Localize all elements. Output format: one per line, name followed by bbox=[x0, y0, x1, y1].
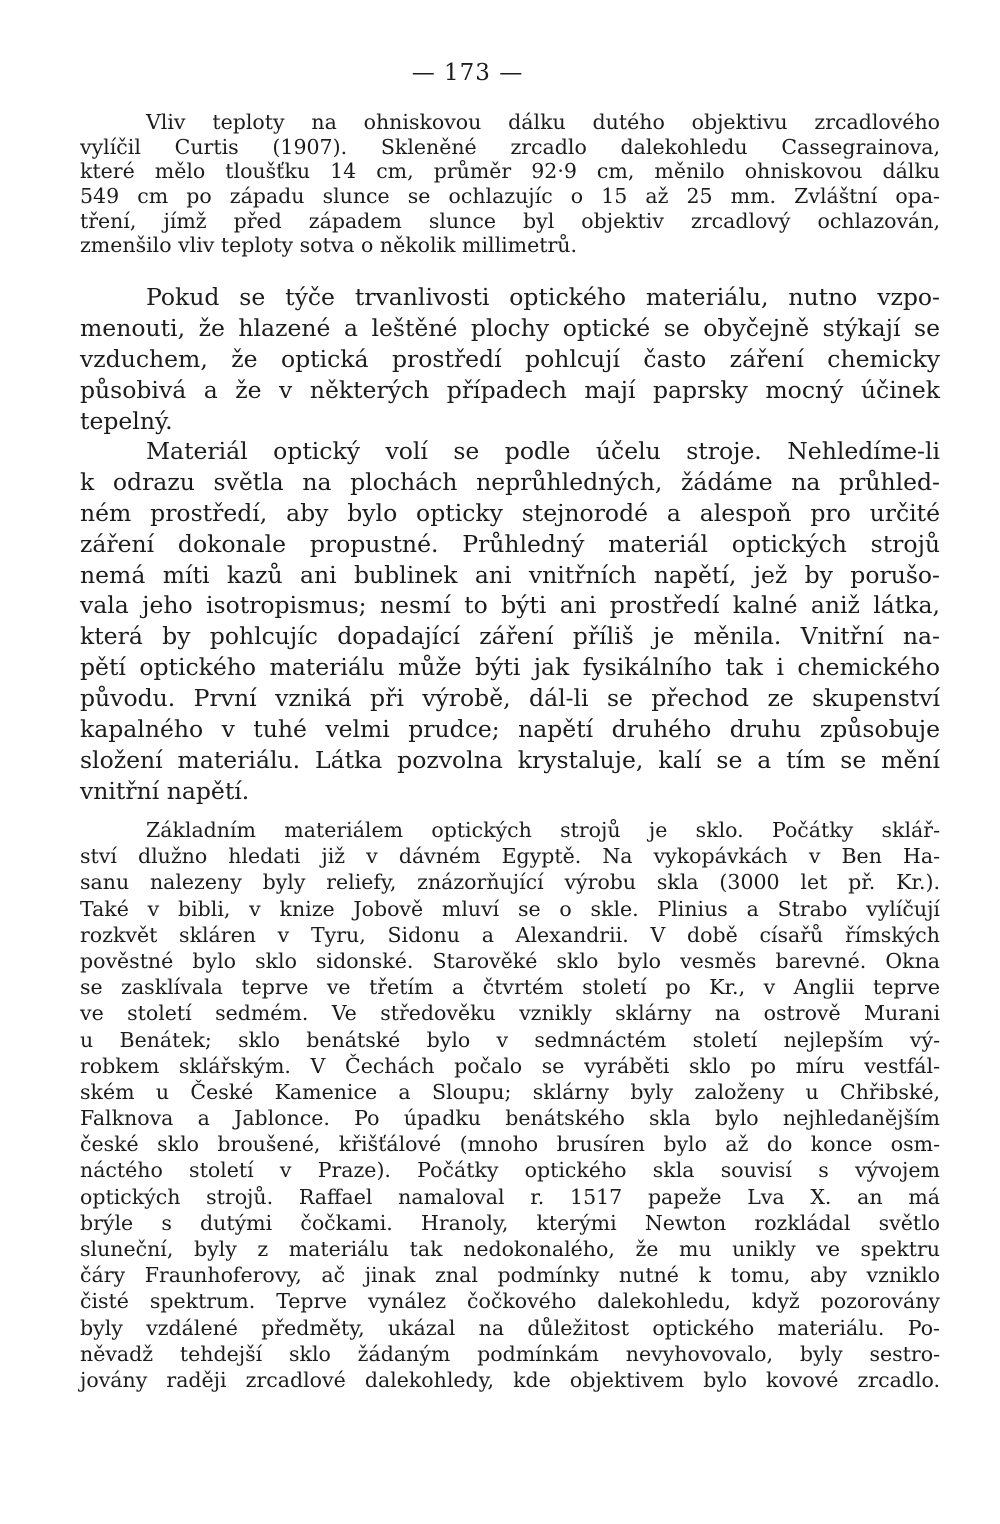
text-line: Pokud se týče trvanlivosti optického materiálu, nutno vzpo- bbox=[146, 283, 940, 311]
text-line: sanu nalezeny byly reliefy, znázorňující výrobu skla (3000 let př. Kr.). bbox=[80, 870, 940, 895]
text-line: vnitřní napětí. bbox=[80, 776, 250, 805]
text-line: české sklo broušené, křišťálové (mnoho brusíren bylo až do konce osm- bbox=[80, 1132, 940, 1157]
text-line: složení materiálu. Látka pozvolna krystaluje, kalí se a tím se mění bbox=[80, 745, 940, 774]
text-line: záření dokonale propustné. Průhledný materiál optických strojů bbox=[80, 529, 940, 558]
text-line: vala jeho isotropismus; nesmí to býti ani prostředí kalné aniž látka, bbox=[80, 591, 940, 620]
page-number: — 173 — bbox=[411, 60, 524, 86]
text-line: ském u České Kamenice a Sloupu; sklárny byly založeny u Chřibské, bbox=[80, 1079, 940, 1104]
text-line: byly vzdálené předměty, ukázal na důležitost optického materiálu. Po- bbox=[80, 1315, 940, 1340]
text-line: se zasklívala teprve ve třetím a čtvrtém století po Kr., v Anglii teprve bbox=[80, 975, 940, 1000]
text-line: vzduchem, že optická prostředí pohlcují často záření chemicky bbox=[80, 344, 940, 373]
text-line: čáry Fraunhoferovy, ač jinak znal podmínky nutné k tomu, aby vzniklo bbox=[80, 1263, 940, 1288]
text-line: tepelný. bbox=[80, 406, 173, 435]
text-line: ství dlužno hledati již v dávném Egyptě. Na vykopávkách v Ben Ha- bbox=[80, 844, 940, 869]
text-line: kapalného v tuhé velmi prudce; napětí druhého druhu způsobuje bbox=[80, 715, 940, 744]
text-line: sluneční, byly z materiálu tak nedokonalého, že mu unikly ve spektru bbox=[80, 1237, 940, 1261]
text-line: náctého století v Praze). Počátky optického skla souvisí s vývojem bbox=[80, 1158, 940, 1183]
text-line: k odrazu světla na plochách neprůhledných, žádáme na průhled- bbox=[80, 467, 940, 496]
text-line: optických strojů. Raffael namaloval r. 1517 papeže Lva X. an má bbox=[80, 1184, 940, 1209]
text-line: zmenšilo vliv teploty sotva o několik millimetrů. bbox=[80, 233, 578, 258]
text-line: rozkvět skláren v Tyru, Sidonu a Alexandrii. V době císařů římských bbox=[80, 922, 940, 947]
text-line: Základním materiálem optických strojů je sklo. Počátky sklář- bbox=[146, 818, 940, 842]
text-line: působivá a že v některých případech mají paprsky mocný účinek bbox=[80, 375, 940, 404]
text-line: Falknova a Jablonce. Po úpadku benátského skla bylo nejhledanějším bbox=[80, 1106, 940, 1131]
text-line: něvadž tehdejší sklo žádaným podmínkám nevyhovovalo, byly sestro- bbox=[80, 1341, 940, 1366]
text-line: menouti, že hlazené a leštěné plochy optické se obyčejně stýkají se bbox=[80, 313, 940, 342]
paragraph-2 bbox=[80, 282, 940, 436]
text-line: čisté spektrum. Teprve vynález čočkového dalekohledu, když pozorovány bbox=[80, 1289, 940, 1314]
text-line: která by pohlcujíc dopadající záření příliš je měnila. Vnitřní na- bbox=[80, 622, 940, 651]
text-line: Také v bibli, v knize Jobově mluví se o skle. Plinius a Strabo vylíčují bbox=[80, 896, 940, 921]
paragraph-1 bbox=[80, 110, 940, 258]
text-line: ve století sedmém. Ve středověku vznikly sklárny na ostrově Murani bbox=[80, 1001, 940, 1026]
text-line: u Benátek; sklo benátské bylo v sedmnáctém století nejlepším vý- bbox=[80, 1027, 940, 1052]
paragraph-3 bbox=[80, 436, 940, 807]
paragraph-4 bbox=[80, 817, 940, 1393]
text-line: tření, jímž před západem slunce byl objektiv zrcadlový ochlazován, bbox=[80, 208, 940, 233]
text-line: Vliv teploty na ohniskovou dálku dutého objektivu zrcadlového bbox=[146, 110, 940, 134]
text-line: brýle s dutými čočkami. Hranoly, kterými Newton rozkládal světlo bbox=[80, 1210, 940, 1235]
text-line: nemá míti kazů ani bublinek ani vnitřních napětí, jež by porušo- bbox=[80, 560, 940, 589]
text-line: původu. První vzniká při výrobě, dál-li se přechod ze skupenství bbox=[80, 684, 940, 713]
text-line: Materiál optický volí se podle účelu stroje. Nehledíme-li bbox=[146, 437, 940, 465]
text-line: ném prostředí, aby bylo opticky stejnorodé a alespoň pro určité bbox=[80, 498, 940, 527]
text-line: vylíčil Curtis (1907). Skleněné zrcadlo dalekohledu Cassegrainova, bbox=[80, 134, 940, 159]
text-line: pověstné bylo sklo sidonské. Starověké sklo bylo vesměs barevné. Okna bbox=[80, 948, 940, 973]
text-line: které mělo tloušťku 14 cm, průměr 92·9 cm, měnilo ohniskovou dálku bbox=[80, 159, 940, 184]
text-line: 549 cm po západu slunce se ochlazujíc o 15 až 25 mm. Zvláštní opa- bbox=[80, 184, 940, 209]
text-line: robkem sklářským. V Čechách počalo se vyráběti sklo po míru vestfál- bbox=[80, 1053, 940, 1078]
text-line: pětí optického materiálu může býti jak fysikálního tak i chemického bbox=[80, 653, 940, 682]
text-line: jovány raději zrcadlové dalekohledy, kde objektivem bylo kovové zrcadlo. bbox=[80, 1367, 940, 1392]
